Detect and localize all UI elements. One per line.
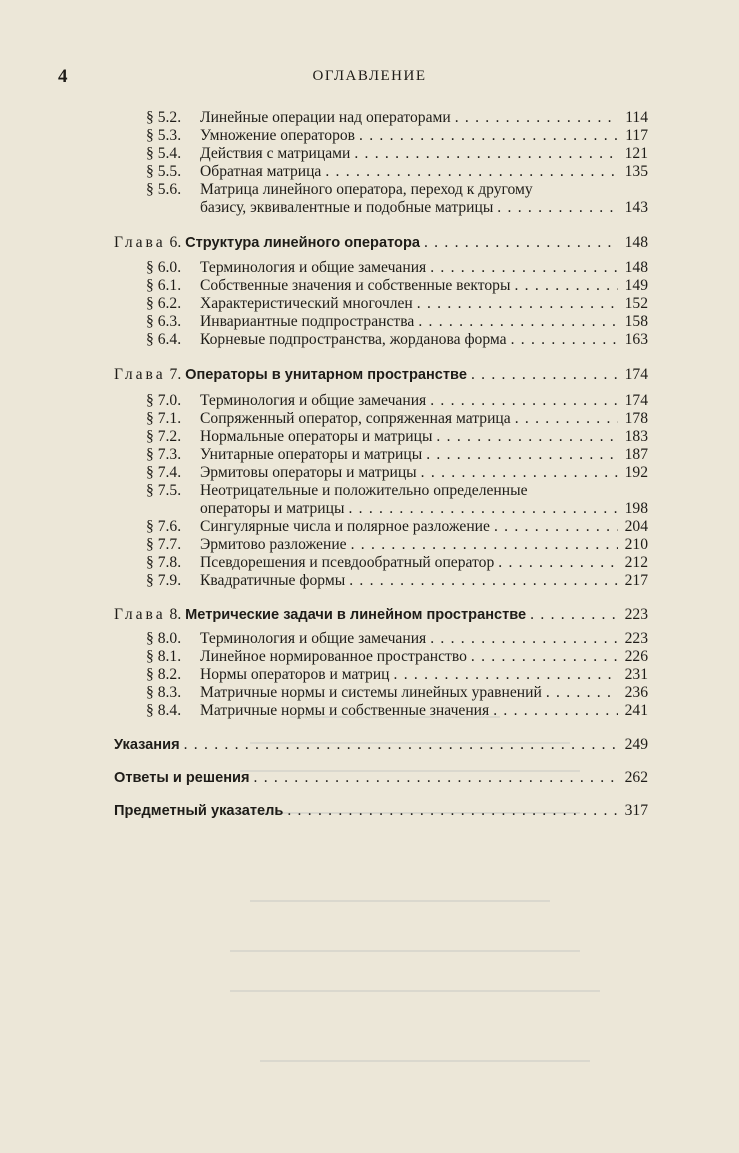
toc-section[interactable]	[146, 295, 622, 313]
entry-page-number: 223	[624, 606, 648, 623]
toc-section[interactable]	[146, 554, 622, 572]
toc-section[interactable]	[146, 145, 622, 163]
dot-leader	[436, 428, 618, 446]
dot-leader	[471, 648, 618, 666]
entry-title: Терминология и общие замечания	[200, 630, 427, 647]
section-number: § 7.5.	[146, 482, 182, 499]
section-number: § 5.4.	[146, 145, 182, 162]
entry-page-number: 178	[624, 410, 648, 427]
entry-title: Унитарные операторы и матрицы	[200, 446, 423, 463]
entry-title: Инвариантные подпространства	[200, 313, 415, 330]
toc-section[interactable]	[146, 109, 622, 127]
toc-section[interactable]	[146, 259, 622, 277]
section-number: § 7.9.	[146, 572, 182, 589]
section-number: § 8.0.	[146, 630, 182, 647]
section-number: § 7.4.	[146, 464, 182, 481]
chapter-prefix: Глава	[114, 366, 166, 383]
section-number: § 7.7.	[146, 536, 182, 553]
chapter-number: 7.	[165, 366, 186, 383]
entry-title: Корневые подпространства, жорданова форма	[200, 331, 507, 348]
entry-page-number: 148	[624, 234, 648, 251]
entry-page-number: 149	[624, 277, 648, 294]
toc-section[interactable]	[146, 666, 622, 684]
entry-title: Матрица линейного оператора, переход к другому	[200, 181, 533, 198]
dot-leader	[287, 802, 618, 820]
entry-page-number: 249	[624, 736, 648, 753]
entry-title: Обратная матрица	[200, 163, 322, 180]
entry-page-number: 121	[624, 145, 648, 162]
dot-leader	[424, 234, 618, 252]
entry-page-number: 236	[624, 684, 648, 701]
entry-title: Собственные значения и собственные векторы	[200, 277, 511, 294]
entry-page-number: 204	[624, 518, 648, 535]
section-number: § 7.1.	[146, 410, 182, 427]
toc-section[interactable]	[146, 331, 622, 349]
dot-leader	[515, 410, 618, 428]
entry-page-number: 183	[624, 428, 648, 445]
entry-page-number: 187	[624, 446, 648, 463]
toc-section[interactable]	[146, 536, 622, 554]
toc-section[interactable]	[146, 482, 622, 500]
entry-title: Линейное нормированное пространство	[200, 648, 467, 665]
page-header: ОГЛАВЛЕНИЕ	[312, 68, 427, 84]
toc-section[interactable]	[146, 684, 622, 702]
toc-section[interactable]	[146, 428, 622, 446]
entry-page-number: 223	[624, 630, 648, 647]
chapter-prefix: Глава	[114, 234, 166, 251]
toc-chapter[interactable]	[114, 606, 622, 624]
entry-title: Операторы в унитарном пространстве	[185, 367, 467, 383]
toc-part[interactable]	[114, 769, 622, 787]
dot-leader	[497, 199, 618, 217]
entry-page-number: 174	[624, 366, 648, 383]
entry-page-number: 135	[624, 163, 648, 180]
entry-title: Характеристический многочлен	[200, 295, 413, 312]
entry-title: Сопряженный оператор, сопряженная матрица	[200, 410, 511, 427]
entry-title: Линейные операции над операторами	[200, 109, 451, 126]
dot-leader	[511, 331, 618, 349]
toc-part[interactable]	[114, 736, 622, 754]
dot-leader	[494, 518, 618, 536]
dot-leader	[421, 464, 618, 482]
entry-page-number: 317	[624, 802, 648, 819]
dot-leader	[254, 769, 618, 787]
entry-title: Предметный указатель	[114, 803, 284, 819]
entry-title: Нормальные операторы и матрицы	[200, 428, 433, 445]
dot-leader	[325, 163, 618, 181]
entry-page-number: 163	[624, 331, 648, 348]
toc-section[interactable]	[146, 277, 622, 295]
dot-leader	[394, 666, 618, 684]
dot-leader	[184, 736, 618, 754]
section-number: § 8.4.	[146, 702, 182, 719]
chapter-prefix: Глава	[114, 606, 166, 623]
toc-section[interactable]	[146, 572, 622, 590]
entry-title: Эрмитово разложение	[200, 536, 347, 553]
toc-section[interactable]	[146, 518, 622, 536]
section-number: § 7.3.	[146, 446, 182, 463]
section-number: § 7.8.	[146, 554, 182, 571]
dot-leader	[348, 500, 618, 518]
dot-leader	[514, 277, 618, 295]
toc-chapter[interactable]	[114, 234, 622, 252]
entry-title: Терминология и общие замечания	[200, 392, 427, 409]
entry-title: Терминология и общие замечания	[200, 259, 427, 276]
section-number: § 5.3.	[146, 127, 182, 144]
dot-leader	[498, 554, 618, 572]
dot-leader	[455, 109, 618, 127]
entry-title: Структура линейного оператора	[185, 235, 420, 251]
section-number: § 6.3.	[146, 313, 182, 330]
entry-page-number: 192	[624, 464, 648, 481]
entry-title: Псевдорешения и псевдообратный оператор	[200, 554, 495, 571]
toc-section[interactable]	[146, 410, 622, 428]
section-number: § 5.6.	[146, 181, 182, 198]
dot-leader	[493, 702, 618, 720]
section-number: § 7.0.	[146, 392, 182, 409]
entry-title: Матричные нормы и системы линейных уравнений	[200, 684, 542, 701]
entry-page-number: 148	[624, 259, 648, 276]
entry-title: Квадратичные формы	[200, 572, 346, 589]
entry-page-number: 117	[625, 127, 648, 144]
dot-leader	[546, 684, 618, 702]
section-number: § 7.2.	[146, 428, 182, 445]
entry-title: Умножение операторов	[200, 127, 356, 144]
toc-section[interactable]	[200, 500, 622, 518]
section-number: § 8.2.	[146, 666, 182, 683]
entry-page-number: 262	[624, 769, 648, 786]
entry-page-number: 241	[624, 702, 648, 719]
entry-page-number: 158	[624, 313, 648, 330]
entry-page-number: 212	[624, 554, 648, 571]
chapter-number: 6.	[165, 234, 186, 251]
entry-title: Матричные нормы и собственные значения	[200, 702, 490, 719]
dot-leader	[354, 145, 618, 163]
entry-title: Ответы и решения	[114, 770, 250, 786]
toc-chapter[interactable]	[114, 366, 622, 384]
dot-leader	[417, 295, 618, 313]
section-number: § 5.2.	[146, 109, 182, 126]
dot-leader	[418, 313, 618, 331]
entry-title: Сингулярные числа и полярное разложение	[200, 518, 490, 535]
entry-page-number: 143	[624, 199, 648, 216]
entry-page-number: 152	[624, 295, 648, 312]
entry-page-number: 210	[624, 536, 648, 553]
toc-section[interactable]	[146, 446, 622, 464]
toc-section[interactable]	[146, 127, 622, 145]
entry-title: Нормы операторов и матриц	[200, 666, 390, 683]
entry-page-number: 217	[624, 572, 648, 589]
toc-section[interactable]	[146, 313, 622, 331]
toc-section[interactable]	[146, 181, 622, 199]
section-number: § 6.1.	[146, 277, 182, 294]
dot-leader	[530, 606, 618, 624]
dot-leader	[351, 536, 618, 554]
dot-leader	[359, 127, 618, 145]
section-number: § 6.4.	[146, 331, 182, 348]
toc-section[interactable]	[200, 199, 622, 217]
section-number: § 7.6.	[146, 518, 182, 535]
dot-leader	[430, 630, 618, 648]
entry-page-number: 226	[624, 648, 648, 665]
toc-section[interactable]	[146, 464, 622, 482]
section-number: § 8.1.	[146, 648, 182, 665]
toc-section[interactable]	[146, 392, 622, 410]
toc-section[interactable]	[146, 702, 622, 720]
dot-leader	[471, 366, 618, 384]
entry-title: Указания	[114, 737, 180, 753]
entry-page-number: 231	[624, 666, 648, 683]
toc-section[interactable]	[146, 648, 622, 666]
entry-page-number: 174	[624, 392, 648, 409]
dot-leader	[349, 572, 618, 590]
entry-title: Неотрицательные и положительно определенные	[200, 482, 528, 499]
entry-title: Действия с матрицами	[200, 145, 351, 162]
toc-section[interactable]	[146, 163, 622, 181]
dot-leader	[430, 259, 618, 277]
dot-leader	[426, 446, 618, 464]
entry-page-number: 198	[624, 500, 648, 517]
toc-section[interactable]	[146, 630, 622, 648]
chapter-number: 8.	[165, 606, 186, 623]
section-number: § 6.2.	[146, 295, 182, 312]
entry-title: операторы и матрицы	[200, 500, 345, 517]
dot-leader	[430, 392, 618, 410]
section-number: § 5.5.	[146, 163, 182, 180]
page-number: 4	[58, 66, 68, 87]
section-number: § 8.3.	[146, 684, 182, 701]
entry-title: Эрмитовы операторы и матрицы	[200, 464, 417, 481]
entry-page-number: 114	[625, 109, 648, 126]
entry-title: базису, эквивалентные и подобные матрицы	[200, 199, 494, 216]
entry-title: Метрические задачи в линейном пространстве	[185, 607, 527, 623]
section-number: § 6.0.	[146, 259, 182, 276]
toc-part[interactable]	[114, 802, 622, 820]
